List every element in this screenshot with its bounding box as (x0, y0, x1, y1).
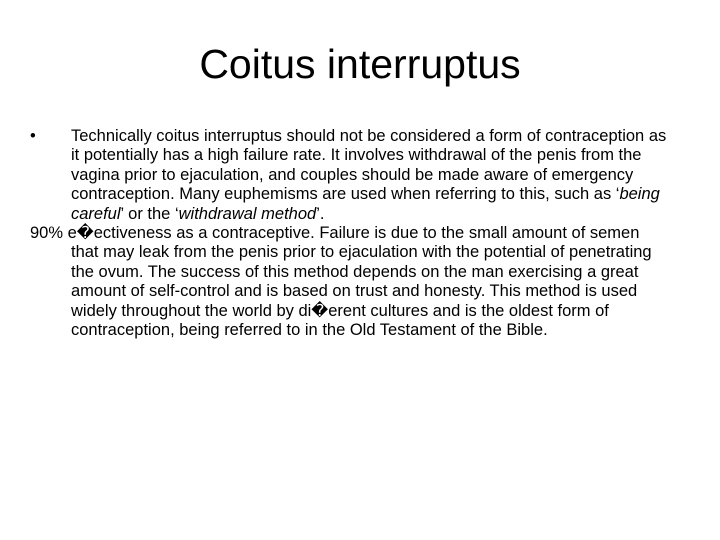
bullet-paragraph (30, 127, 670, 224)
paragraph-text: 90% e�ectiveness as a contraceptive. Failure is due to the small amount of semen that may leak from the penis prior to ejaculation with the potential of penetrating the ovum. The success of this method depends on the man exercising a great amount of self-control and is based on trust and honesty. This method is used widely throughout the world by di�erent cultures and is the oldest form of contraception, being referred to in the Old Testament of the Bible. (30, 224, 652, 340)
slide-body (30, 127, 670, 340)
paragraph-text-part: ’ or the ‘ (120, 204, 179, 223)
bullet-marker: • (30, 127, 36, 145)
paragraph-text-part: Technically coitus interruptus should not be considered a form of contraception as it potentially has a high failure rate. It involves withdrawal of the penis from the vagina prior to ejaculation, and couples should be made aware of emergency contraception. Many euphemisms are used when referring to this, such as ‘ (71, 127, 667, 204)
continuation-paragraph (30, 224, 670, 340)
slide-title: Coitus interruptus (199, 41, 521, 87)
paragraph-text-part: ’. (316, 204, 325, 223)
italic-phrase: withdrawal method (178, 204, 317, 223)
italic-phrase: being careful (71, 185, 660, 223)
